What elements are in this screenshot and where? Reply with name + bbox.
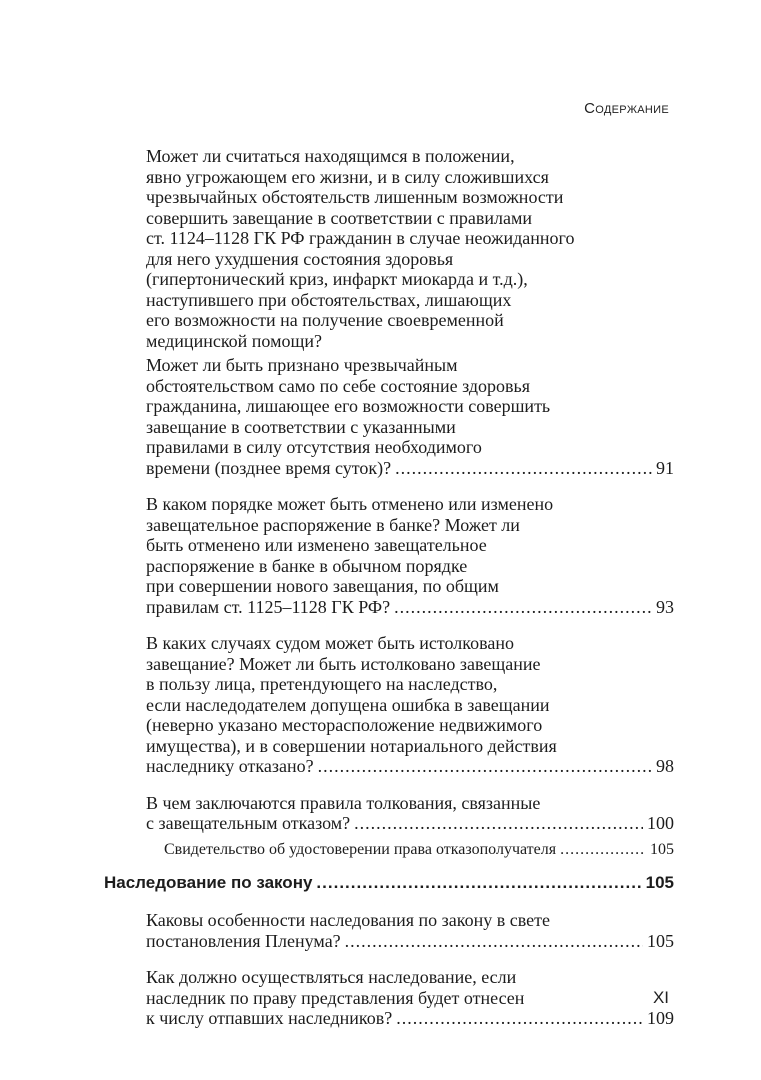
toc-page-number: 105	[650, 840, 674, 858]
toc-entry-line: Каковы особенности наследования по закону в свете	[146, 910, 550, 930]
toc-entry-line: правилам ст. 1125–1128 ГК РФ?	[146, 596, 391, 617]
toc-entry-line: наступившего при обстоятельствах, лишающих	[146, 289, 512, 310]
toc-entry-line: имущества), и в совершении нотариального действия	[146, 735, 557, 756]
toc-entry-line: в пользу лица, претендующего на наследство,	[146, 674, 498, 694]
toc-entry-line: (неверно указано месторасположение недвижимого	[146, 715, 543, 735]
toc-entry-line: (гипертонический криз, инфаркт миокарда и т.д.),	[146, 269, 528, 289]
toc-entry-line: времени (позднее время суток)?	[146, 457, 392, 478]
toc-section-inheritance-by-law[interactable]	[104, 872, 674, 894]
dot-leader	[316, 872, 641, 894]
dot-leader	[395, 458, 652, 479]
dot-leader	[354, 813, 643, 834]
page-number: XI	[652, 988, 669, 1007]
toc-entry-line: к числу отпавших наследников?	[146, 1008, 393, 1028]
toc-entry-line: В каком порядке может быть отменено или изменено	[146, 494, 554, 514]
toc-entry-line: обстоятельством само по себе состояние здоровья	[146, 375, 531, 396]
toc-page-number: 105	[647, 930, 674, 951]
running-header: Содержание	[584, 100, 669, 117]
toc-entry-bank-disposition[interactable]	[146, 494, 674, 617]
dot-leader	[345, 931, 643, 952]
toc-entry-line: если наследодателем допущена ошибка в завещании	[146, 694, 550, 715]
toc-entry-line: В чем заключаются правила толкования, связанные	[146, 792, 541, 813]
toc-page-number: 109	[647, 1008, 674, 1028]
toc-entry-line: при совершении нового завещания, по общим	[146, 576, 499, 596]
toc-page-number: 91	[656, 457, 674, 478]
toc-entry-line: Может ли быть признано чрезвычайным	[146, 355, 458, 375]
toc-entry-legatee-certificate[interactable]	[164, 840, 674, 861]
toc-entry-line: постановления Пленума?	[146, 930, 341, 951]
toc-entry-will-interpretation-court[interactable]	[146, 633, 674, 777]
toc-entry-line: Свидетельство об удостоверении права отказополучателя	[164, 840, 557, 858]
toc-entry-line: быть отменено или изменено завещательное	[146, 535, 487, 555]
toc-entry-line: совершить завещание в соответствии с правилами	[146, 207, 532, 228]
toc-entry-line: медицинской помощи?	[146, 330, 322, 351]
toc-entry-line: Может ли считаться находящимся в положении,	[146, 146, 515, 166]
toc-entry-line: завещание? Может ли быть истолковано завещание	[146, 653, 541, 674]
toc-entry-line: распоряжение в банке в обычном порядке	[146, 555, 468, 576]
toc-entry-line: ст. 1124–1128 ГК РФ гражданин в случае неожиданного	[146, 228, 575, 248]
dot-leader	[394, 597, 652, 618]
toc-entry-line: Как должно осуществляться наследование, если	[146, 967, 517, 987]
toc-section-title: Наследование по закону	[104, 873, 313, 892]
dot-leader	[396, 1008, 643, 1029]
toc-entry-representation-right[interactable]	[146, 967, 674, 1029]
toc-page-number: 93	[656, 596, 674, 617]
toc-entry-line: явно угрожающем его жизни, и в силу сложившихся	[146, 166, 549, 187]
toc-entry-legacy-interpretation-rules[interactable]	[146, 793, 674, 834]
toc-entry-extraordinary-circumstances[interactable]	[146, 146, 674, 351]
toc-entry-line: с завещательным отказом?	[146, 813, 351, 833]
toc-entry-health-state[interactable]	[146, 355, 674, 478]
toc-entry-inheritance-specifics[interactable]	[146, 910, 674, 951]
toc-entry-line: завещание в соответствии с указанными	[146, 416, 456, 437]
toc-entry-line: правилами в силу отсутствия необходимого	[146, 437, 482, 457]
toc-entry-line: чрезвычайных обстоятельств лишенным возможности	[146, 187, 564, 207]
table-of-contents	[104, 146, 674, 1045]
toc-page-number: 100	[647, 813, 674, 833]
toc-entry-line: его возможности на получение своевременной	[146, 310, 504, 330]
toc-entry-line: для него ухудшения состояния здоровья	[146, 248, 454, 269]
toc-page-number: 98	[656, 756, 674, 776]
dot-leader	[560, 840, 646, 861]
dot-leader	[318, 756, 652, 777]
toc-entry-line: наследник по праву представления будет отнесен	[146, 987, 525, 1008]
toc-entry-line: завещательное распоряжение в банке? Может ли	[146, 514, 520, 535]
toc-entry-line: гражданина, лишающее его возможности совершить	[146, 396, 551, 416]
toc-page-number: 105	[645, 873, 674, 892]
toc-entry-line: наследнику отказано?	[146, 756, 314, 776]
toc-entry-line: В каких случаях судом может быть истолковано	[146, 633, 514, 653]
